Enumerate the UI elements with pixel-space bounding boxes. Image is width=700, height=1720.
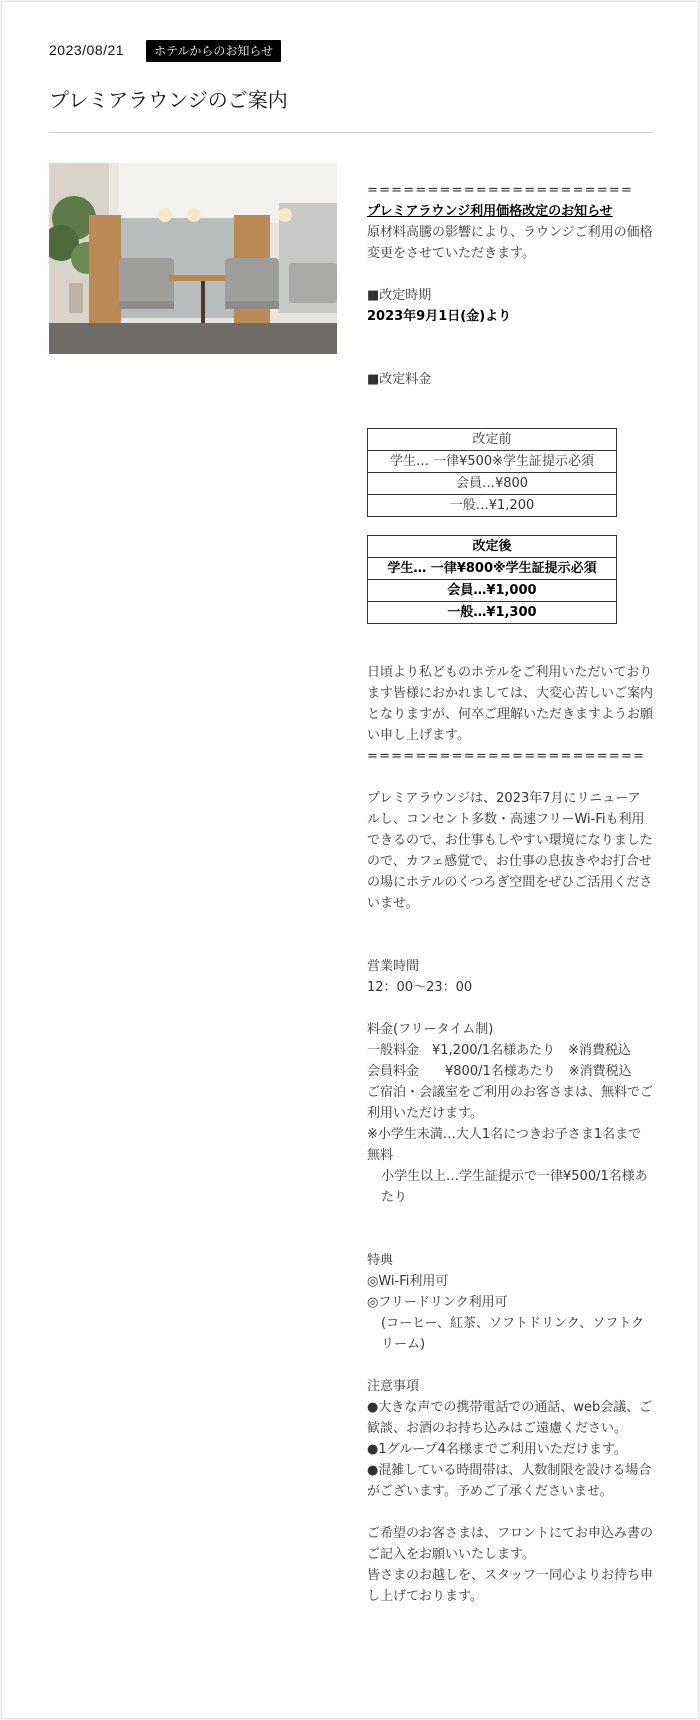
fee-student: 小学生以上…学生証提示で一律¥500/1名様あたり [381,1169,648,1205]
fee-line: ※小学生未満…大人1名につきお子さま1名まで無料 [367,1127,642,1163]
note-item: ●1グループ4名様までご利用いただけます。 [367,1442,627,1457]
price-before-row: 学生… 一律¥500※学生証提示必須 [368,451,617,473]
divider-equals-top: ====================== [367,183,634,198]
price-before-row: 一般…¥1,200 [368,495,617,517]
price-after-header: 改定後 [368,536,617,558]
fee-line: ご宿泊・会議室をご利用のお客さまは、無料でご利用いただけます。 [367,1085,654,1121]
notice-heading: プレミアラウンジ利用価格改定のお知らせ [367,204,613,219]
notes-label: 注意事項 [367,1379,420,1394]
contact-welcome: 皆さまのお越しを、スタッフ一同心よりお待ち申し上げております。 [367,1568,654,1604]
fees-label: 料金(フリータイム制) [367,1022,494,1037]
page [2,2,698,1718]
price-after-table [367,535,617,624]
benefit-wifi: ◎Wi-Fi利用可 [367,1274,449,1289]
benefit-drink-detail: (コーヒー、紅茶、ソフトドリンク、ソフトクリーム) [381,1316,644,1352]
benefits-label: 特典 [367,1253,394,1268]
period-value: 2023年9月1日(金)より [367,309,512,324]
contact-apply: ご希望のお客さまは、フロントにてお申込み書のご記入をお願いいたします。 [367,1526,654,1562]
fee-line: 会員料金 ¥800/1名様あたり ※消費税込 [367,1064,632,1079]
fee-line: 一般料金 ¥1,200/1名様あたり ※消費税込 [367,1043,632,1058]
note-item: ●混雑している時間帯は、人数制限を設ける場合がございます。予めご了承くださいませ。 [367,1463,652,1499]
category-badge[interactable]: ホテルからのお知らせ [146,40,281,62]
header-divider [49,132,653,133]
divider-equals-bottom: ======================= [367,749,646,764]
lounge-photo-illustration [49,163,337,354]
notice-closing: 日頃より私どものホテルをご利用いただいております皆様におかれましては、大変心苦しいご案内となりますが、何卒ご理解いただきますようお願い申し上げます。 [367,665,654,743]
price-after-row: 一般…¥1,300 [368,602,617,624]
benefit-drink: ◎フリードリンク利用可 [367,1295,508,1310]
note-item: ●大きな声での携帯電話での通話、web会議、ご歓談、お酒のお持ち込みはご遠慮ください。 [367,1400,653,1436]
price-before-row: 会員…¥800 [368,473,617,495]
period-label: ■改定時期 [367,288,432,303]
notice-intro: 原材料高騰の影響により、ラウンジご利用の価格変更をさせていただきます。 [367,225,653,261]
page-title: プレミアラウンジのご案内 [49,88,288,112]
lounge-photo [49,163,337,354]
price-after-row: 会員…¥1,000 [368,580,617,602]
price-before-table [367,428,617,517]
hours-label: 営業時間 [367,959,420,974]
article-body [367,180,653,1607]
price-after-row: 学生… 一律¥800※学生証提示必須 [368,558,617,580]
hours-value: 12：00～23：00 [367,980,473,995]
lounge-description: プレミアラウンジは、2023年7月にリニューアルし、コンセント多数・高速フリーWi-Fiも利用できるので、お仕事もしやすい環境になりましたので、カフェ感覚で、お仕事の息抜きやお打合せの場にホテルのくつろぎ空間をぜひご活用くださいませ。 [367,791,653,911]
fee-label: ■改定料金 [367,372,432,387]
post-date: 2023/08/21 [49,42,125,58]
price-before-header: 改定前 [368,429,617,451]
